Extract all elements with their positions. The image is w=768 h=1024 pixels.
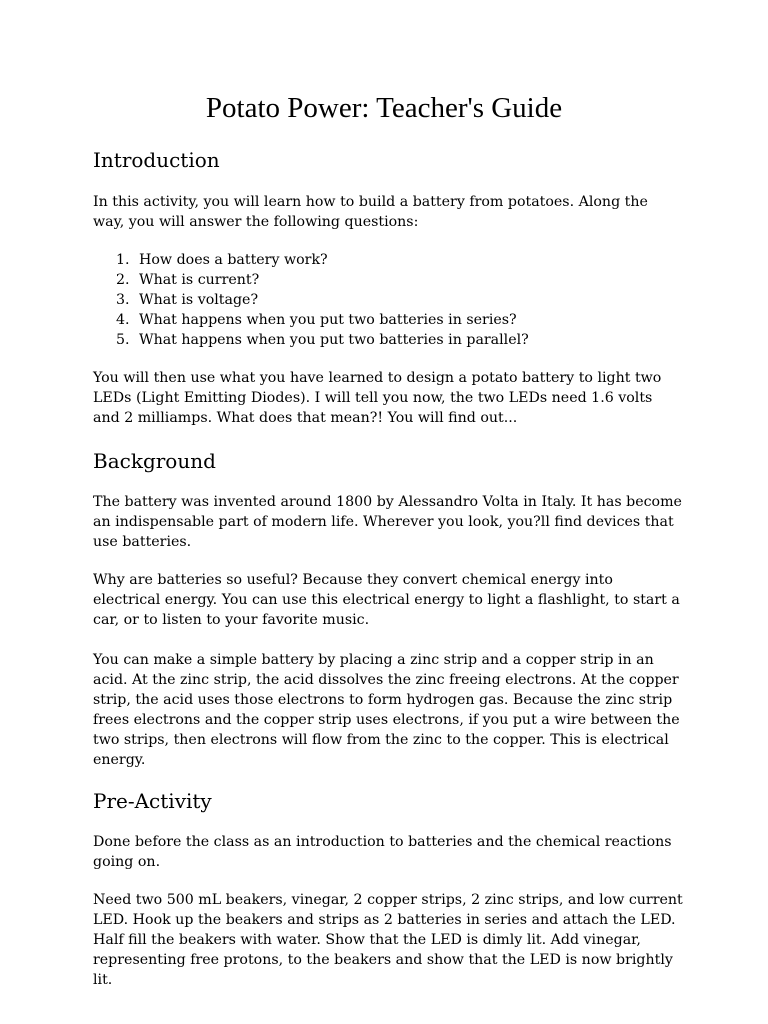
list-item: 2. What is current? [116,272,260,288]
pre-activity-heading: Pre-Activity [93,789,212,813]
introduction-closing-paragraph: You will then use what you have learned to design a potato battery to light two LEDs (Light Emitting Diodes). I will tell you now, the two LEDs need 1.6 volts and 2 milliamps. What does that mean?! You will find out... [93,370,662,426]
background-paragraph-2: Why are batteries so useful? Because they convert chemical energy into electrical energy. You can use this electrical energy to light a flashlight, to start a car, or to listen to your favorite music. [93,572,680,628]
list-item: 5. What happens when you put two batteries in parallel? [116,332,529,348]
pre-activity-paragraph-2: Need two 500 mL beakers, vinegar, 2 copper strips, 2 zinc strips, and low current LED. Hook up the beakers and strips as 2 batteries in series and attach the LED. Half fill the beakers with water. Show that the LED is dimly lit. Add vinegar, representing free protons, to the beakers and show that the LED is now brightly lit. [93,892,683,988]
background-paragraph-1: The battery was invented around 1800 by Alessandro Volta in Italy. It has become an indispensable part of modern life. Wherever you look, you?ll find devices that use batteries. [93,494,682,550]
background-paragraph-3: You can make a simple battery by placing a zinc strip and a copper strip in an acid. At the zinc strip, the acid dissolves the zinc freeing electrons. At the copper strip, the acid uses those electrons to form hydrogen gas. Because the zinc strip frees electrons and the copper strip uses electrons, if you put a wire between the two strips, then electrons will flow from the zinc to the copper. This is electrical energy. [93,652,680,768]
list-item: 4. What happens when you put two batteries in series? [116,312,517,328]
list-item: 1. How does a battery work? [116,252,328,268]
introduction-heading: Introduction [93,148,220,172]
pre-activity-paragraph-1: Done before the class as an introduction to batteries and the chemical reactions going on. [93,834,672,870]
questions-list [93,250,529,350]
list-item: 3. What is voltage? [116,292,259,308]
page-title: Potato Power: Teacher's Guide [205,92,563,124]
background-heading: Background [93,449,216,473]
introduction-paragraph: In this activity, you will learn how to build a battery from potatoes. Along the way, you will answer the following questions: [93,194,648,230]
